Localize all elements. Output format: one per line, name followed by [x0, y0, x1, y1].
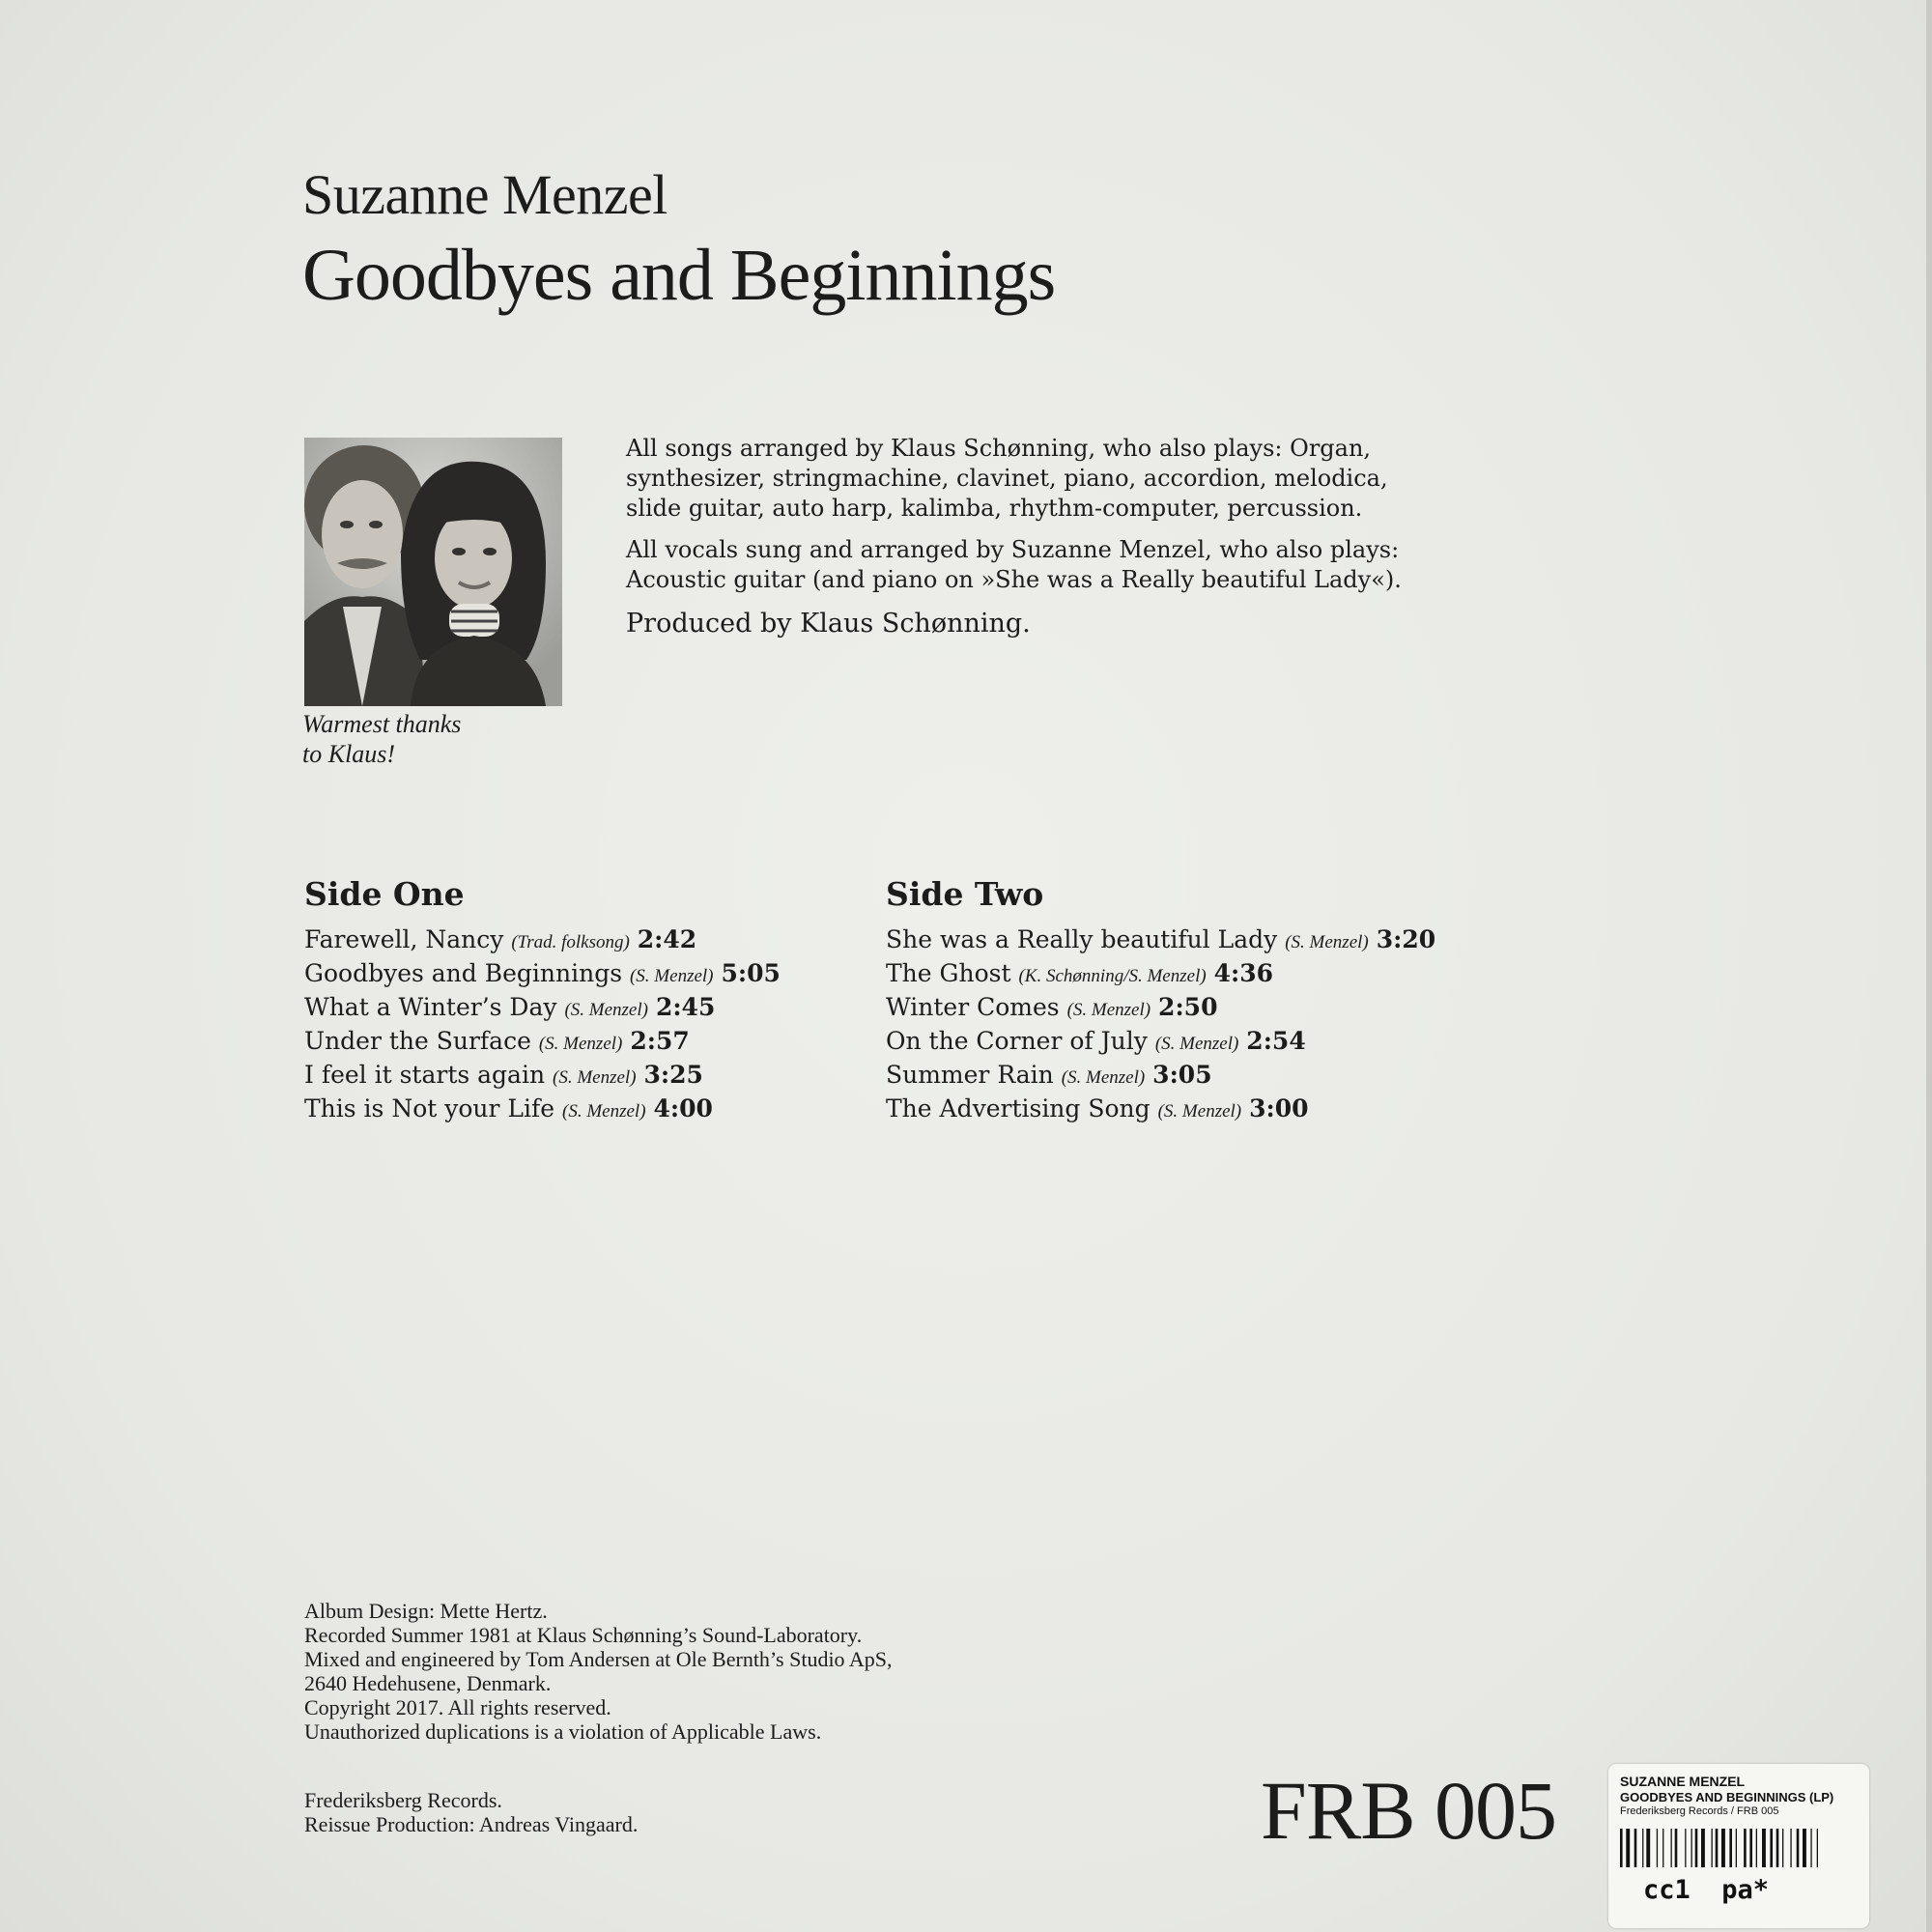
sticker-title: GOODBYES AND BEGINNINGS (LP)	[1620, 1790, 1834, 1804]
barcode-bar	[1729, 1829, 1732, 1867]
barcode-bar	[1634, 1829, 1637, 1867]
barcode-bar	[1817, 1829, 1818, 1867]
photo-caption-line: Warmest thanks	[302, 710, 462, 738]
footer-line: 2640 Hedehusene, Denmark.	[304, 1671, 552, 1695]
barcode-bar	[1626, 1829, 1630, 1867]
track-duration: 3:25	[643, 1061, 703, 1089]
credits-vocals: All vocals sung and arranged by Suzanne Menzel, who also plays: Acoustic guitar (and piano on »She was a Really beautiful Lady«).	[626, 536, 1402, 593]
sticker-codes	[1643, 1875, 1769, 1905]
track-credit: (S. Menzel)	[553, 1067, 637, 1088]
track-credit: (S. Menzel)	[1154, 1034, 1239, 1054]
barcode-bar	[1662, 1829, 1663, 1867]
barcode-bar	[1671, 1829, 1672, 1867]
sleeve-edge	[1926, 0, 1932, 1932]
sticker-label: Frederiksberg Records / FRB 005	[1620, 1805, 1779, 1817]
tracklist-side-one	[304, 874, 781, 1127]
track-title: Goodbyes and Beginnings	[304, 959, 623, 987]
track-title: The Ghost	[886, 959, 1011, 987]
track-duration: 5:05	[721, 959, 781, 987]
barcode-bar	[1782, 1829, 1783, 1867]
barcode-bar	[1770, 1829, 1773, 1867]
barcode-bar	[1776, 1829, 1779, 1867]
side-heading: Side One	[304, 875, 465, 913]
barcode-bar	[1797, 1829, 1800, 1867]
credits-block	[626, 434, 1418, 650]
barcode-bar	[1642, 1829, 1643, 1867]
track-credit: (S. Menzel)	[538, 1034, 623, 1054]
footer-line: Copyright 2017. All rights reserved.	[304, 1695, 611, 1719]
track-duration: 3:20	[1376, 925, 1436, 953]
photo-caption-line: to Klaus!	[302, 740, 396, 768]
production-notes	[304, 1599, 1077, 1744]
track-title: Summer Rain	[886, 1061, 1054, 1089]
barcode-bar	[1716, 1829, 1719, 1867]
track-duration: 3:00	[1249, 1094, 1309, 1122]
track-credit: (S. Menzel)	[629, 966, 714, 986]
barcode-bar	[1736, 1829, 1737, 1867]
photo-caption	[302, 709, 554, 769]
credits-producer: Produced by Klaus Schønning.	[626, 609, 1031, 639]
sticker-artist: SUZANNE MENZEL	[1620, 1774, 1746, 1789]
track-title: She was a Really beautiful Lady	[886, 925, 1278, 953]
track-credit: (S. Menzel)	[1061, 1067, 1146, 1088]
track-item	[304, 958, 781, 992]
track-credit: (S. Menzel)	[1157, 1101, 1242, 1122]
track-title: This is Not your Life	[304, 1094, 555, 1122]
track-title: On the Corner of July	[886, 1027, 1148, 1055]
track-duration: 2:57	[630, 1027, 690, 1055]
barcode-bar	[1810, 1829, 1811, 1867]
barcode-bar	[1749, 1829, 1752, 1867]
barcode-bar	[1657, 1829, 1658, 1867]
barcode-bar	[1803, 1829, 1806, 1867]
barcode-bar	[1721, 1829, 1725, 1867]
album-title: Goodbyes and Beginnings	[302, 235, 1056, 316]
footer-line: Unauthorized duplications is a violation of Applicable Laws.	[304, 1719, 822, 1744]
barcode-bar	[1685, 1829, 1686, 1867]
barcode-bar	[1620, 1829, 1623, 1867]
footer-line: Album Design: Mette Hertz.	[304, 1599, 548, 1623]
track-title: Under the Surface	[304, 1027, 531, 1055]
barcode	[1620, 1829, 1858, 1867]
track-item	[886, 958, 1435, 992]
sticker-code: cc1	[1643, 1875, 1690, 1905]
shop-sticker	[1608, 1764, 1869, 1928]
track-credit: (Trad. folksong)	[511, 932, 630, 952]
track-title: The Advertising Song	[886, 1094, 1151, 1122]
track-duration: 2:54	[1246, 1027, 1306, 1055]
barcode-bar	[1646, 1829, 1650, 1867]
track-item	[886, 1094, 1435, 1127]
track-duration: 2:45	[655, 993, 716, 1021]
track-duration: 4:36	[1213, 959, 1274, 987]
track-credit: (S. Menzel)	[1066, 1000, 1151, 1020]
track-credit: (K. Schønning/S. Menzel)	[1018, 966, 1207, 986]
barcode-bar	[1790, 1829, 1791, 1867]
track-title: Farewell, Nancy	[304, 925, 504, 953]
barcode-bar	[1675, 1829, 1678, 1867]
barcode-bar	[1712, 1829, 1713, 1867]
track-credit: (S. Menzel)	[1285, 932, 1369, 952]
barcode-bar	[1762, 1829, 1766, 1867]
track-item	[304, 992, 781, 1026]
tracklist-side-two	[886, 874, 1435, 1127]
track-duration: 2:42	[637, 925, 697, 953]
barcode-bar	[1744, 1829, 1747, 1867]
track-title: I feel it starts again	[304, 1061, 546, 1089]
credits-arrangement: All songs arranged by Klaus Schønning, who also plays: Organ, synthesizer, stringmachine, clavinet, piano, accordion, melodica, slide guitar, auto harp, kalimba, rhythm-computer, percussion.	[626, 435, 1388, 522]
label-credits	[304, 1788, 638, 1836]
barcode-bar	[1691, 1829, 1692, 1867]
track-title: What a Winter’s Day	[304, 993, 557, 1021]
track-item	[886, 924, 1435, 958]
track-duration: 2:50	[1158, 993, 1218, 1021]
side-heading: Side Two	[886, 875, 1044, 913]
artist-name: Suzanne Menzel	[302, 163, 668, 226]
barcode-bar	[1695, 1829, 1698, 1867]
track-item	[886, 1026, 1435, 1060]
barcode-bar	[1701, 1829, 1705, 1867]
track-item	[886, 992, 1435, 1026]
sticker-code: pa*	[1721, 1875, 1770, 1905]
band-photo	[304, 438, 562, 706]
footer-line: Recorded Summer 1981 at Klaus Schønning’s Sound-Laboratory.	[304, 1623, 863, 1647]
track-credit: (S. Menzel)	[564, 1000, 648, 1020]
track-item	[304, 1060, 781, 1094]
label-line: Reissue Production: Andreas Vingaard.	[304, 1812, 639, 1836]
track-item	[304, 924, 781, 958]
catalog-number: FRB 005	[1261, 1764, 1557, 1857]
track-item	[886, 1060, 1435, 1094]
track-credit: (S. Menzel)	[562, 1101, 646, 1122]
label-line: Frederiksberg Records.	[304, 1788, 502, 1812]
track-item	[304, 1094, 781, 1127]
barcode-bar	[1756, 1829, 1757, 1867]
footer-line: Mixed and engineered by Tom Andersen at Ole Bernth’s Studio ApS,	[304, 1647, 893, 1671]
track-duration: 3:05	[1152, 1061, 1212, 1089]
track-title: Winter Comes	[886, 993, 1060, 1021]
track-item	[304, 1026, 781, 1060]
track-duration: 4:00	[653, 1094, 713, 1122]
